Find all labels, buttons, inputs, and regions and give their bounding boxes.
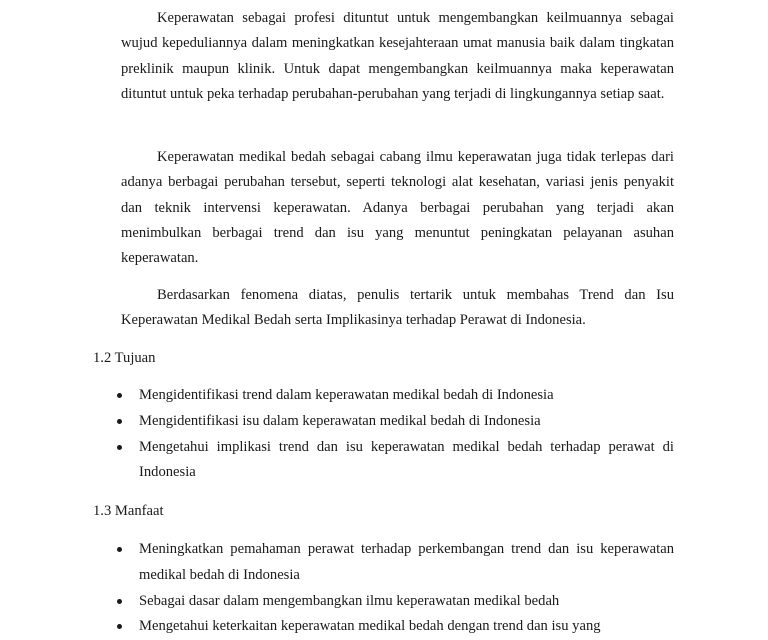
paragraph-medikal-bedah: Keperawatan medikal bedah sebagai cabang ilmu keperawatan juga tidak terlepas dari adanya berbagai perubahan tersebut, seperti teknologi alat kesehatan, variasi jenis penyakit dan teknik intervensi keperawatan. Adanya berbagai perubahan yang terjadi akan menimbulkan berbagai trend dan isu yang menuntut peningkatan pelayanan asuhan keperawatan. [121,149,674,267]
list-item: Sebagai dasar dalam mengembangkan ilmu keperawatan medikal bedah [139,589,674,615]
list-item: Mengidentifikasi trend dalam keperawatan medikal bedah di Indonesia [139,383,674,409]
list-item: Mengidentifikasi isu dalam keperawatan medikal bedah di Indonesia [139,409,674,435]
section-heading-manfaat: 1.3 Manfaat [93,503,164,519]
paragraph-fenomena: Berdasarkan fenomena diatas, penulis tertarik untuk membahas Trend dan Isu Keperawatan Medikal Bedah serta Implikasinya terhadap Perawat di Indonesia. [121,287,674,329]
paragraph-profesi: Keperawatan sebagai profesi dituntut untuk mengembangkan keilmuannya sebagai wujud kepeduliannya dalam meningkatkan kesejahteraan umat manusia baik dalam tingkatan preklinik maupun klinik. Untuk dapat mengembangkan keilmuannya maka keperawatan dituntut untuk peka terhadap perubahan-perubahan yang terjadi di lingkungannya setiap saat. [121,10,674,102]
list-item: Mengetahui keterkaitan keperawatan medikal bedah dengan trend dan isu yang [139,614,674,640]
tujuan-list [139,383,674,486]
manfaat-list [139,537,674,640]
list-item: Meningkatkan pemahaman perawat terhadap perkembangan trend dan isu keperawatan medikal bedah di Indonesia [139,537,674,589]
section-heading-tujuan: 1.2 Tujuan [93,350,156,366]
list-item: Mengetahui implikasi trend dan isu keperawatan medikal bedah terhadap perawat di Indonesia [139,435,674,487]
